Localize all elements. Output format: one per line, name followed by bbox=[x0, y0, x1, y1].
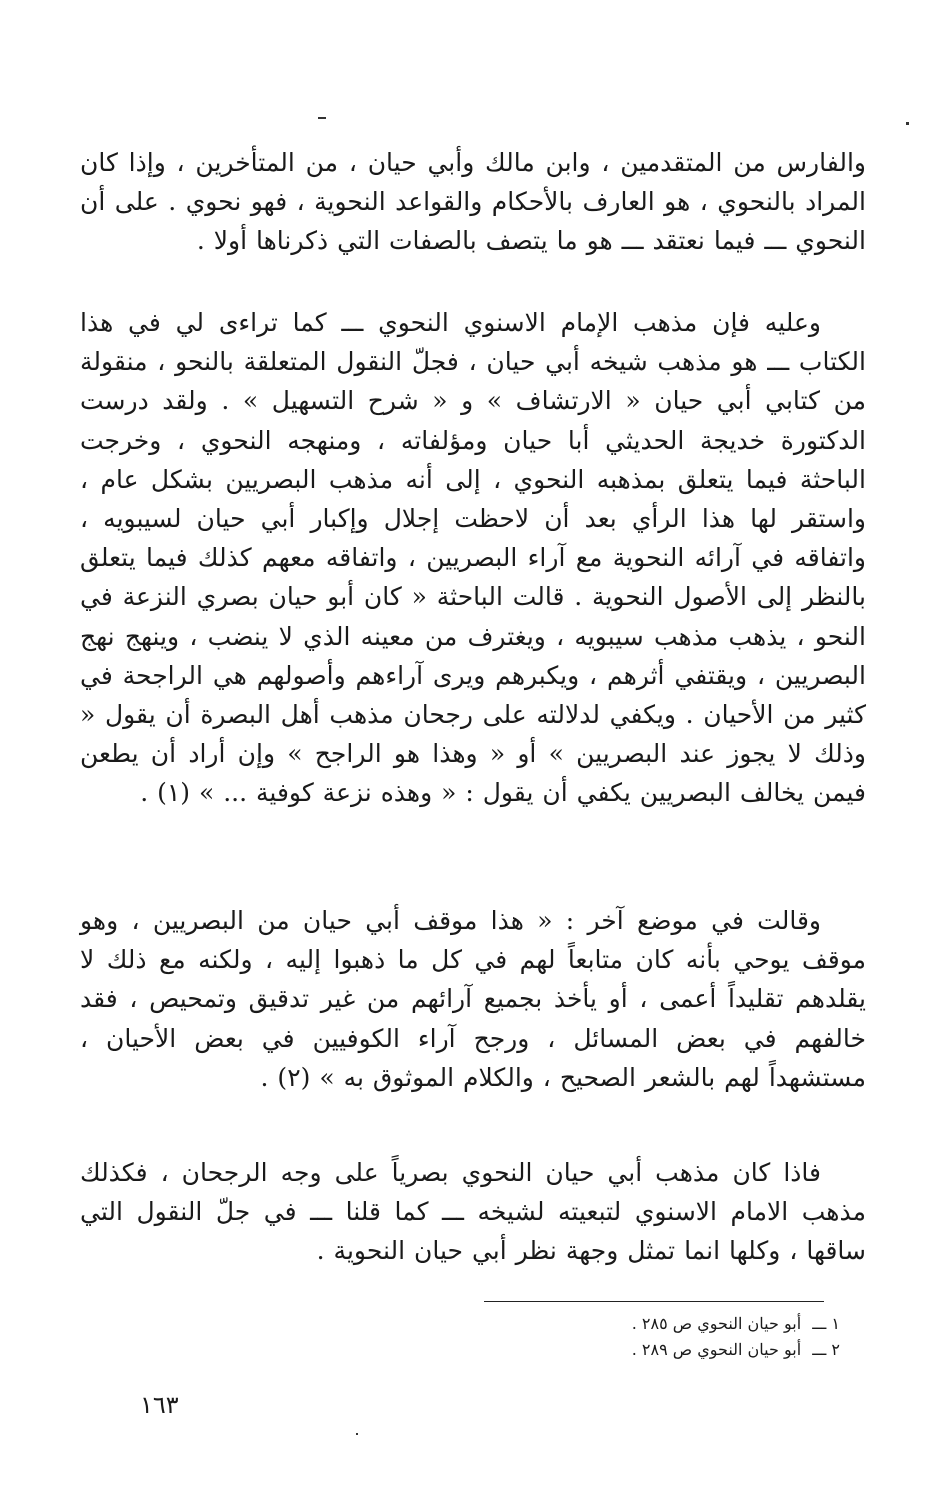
footnote-text: أبو حيان النحوي ص ٢٨٩ . bbox=[631, 1340, 802, 1359]
paragraph-4: فاذا كان مذهب أبي حيان النحوي بصرياً على وجه الرجحان ، فكذلك مذهب الامام الاسنوي لتبعيته لشيخه ـــ كما قلنا ـــ في جلّ النقول التي ساقها ، وكلها انما تمثل وجهة نظر أبي حيان النحوية . bbox=[80, 1158, 866, 1266]
page-number: ١٦٣ bbox=[140, 1391, 179, 1419]
footnote-separator bbox=[484, 1301, 824, 1302]
scan-speck bbox=[906, 122, 909, 125]
paragraph-3: وقالت في موضع آخر : « هذا موقف أبي حيان من البصريين ، وهو موقف يوحي بأنه كان متابعاً لهم في كل ما ذهبوا إليه ، ولكنه مع ذلك لا يقلدهم تقليداً أعمى ، أو يأخذ بجميع آرائهم من غير تدقيق وتمحيص ، فقد خالفهم في بعض المسائل ، ورجح آراء الكوفيين في بعض الأحيان ، مستشهداً لهم بالشعر الصحيح ، والكلام الموثوق به » (٢) . bbox=[80, 906, 866, 1092]
footnotes bbox=[420, 1311, 840, 1363]
paragraph-1: والفارس من المتقدمين ، وابن مالك وأبي حيان ، من المتأخرين ، وإذا كان المراد بالنحوي ، هو العارف بالأحكام والقواعد النحوية ، فهو نحوي . على أن النحوي ـــ فيما نعتقد ـــ هو ما يتصف بالصفات التي ذكرناها أولا . bbox=[80, 148, 866, 256]
scan-speck bbox=[356, 1433, 358, 1435]
footnote-1 bbox=[420, 1311, 840, 1337]
paragraph-2: وعليه فإن مذهب الإمام الاسنوي النحوي ـــ كما تراءى لي في هذا الكتاب ـــ هو مذهب شيخه أبي حيان ، فجلّ النقول المتعلقة بالنحو ، منقولة من كتابي أبي حيان « الارتشاف » و « شرح التسهيل » . ولقد درست الدكتورة خديجة الحديثي أبا حيان ومؤلفاته ، ومنهجه النحوي ، وخرجت الباحثة فيما يتعلق بمذهبه النحوي ، إلى أنه مذهب البصريين بشكل عام ، واستقر لها هذا الرأي بعد أن لاحظت إجلال وإكبار أبي حيان لسيبويه ، واتفاقه في آرائه النحوية مع آراء البصريين ، واتفاقه معهم كذلك فيما يتعلق بالنظر إلى الأصول النحوية . قالت الباحثة « كان أبو حيان بصري النزعة في النحو ، يذهب مذهب سيبويه ، ويغترف من معينه الذي لا ينضب ، وينهج نهج البصريين ، ويقتفي أثرهم ، ويكبرهم ويرى آراءهم وأصولهم هي الراجحة في كثير من الأحيان . ويكفي لدلالته على رجحان مذهب أهل البصرة أن يقول « وذلك لا يجوز عند البصريين » أو « وهذا هو الراجح » وإن أراد أن يطعن فيمن يخالف البصريين يكفي أن يقول : « وهذه نزعة كوفية ... » (١) . bbox=[80, 308, 866, 808]
footnote-text: أبو حيان النحوي ص ٢٨٥ . bbox=[631, 1314, 802, 1333]
footnote-2 bbox=[420, 1337, 840, 1363]
scan-speck bbox=[318, 117, 326, 119]
footnote-number: ١ ـــ bbox=[812, 1314, 840, 1333]
footnote-number: ٢ ـــ bbox=[812, 1340, 840, 1359]
